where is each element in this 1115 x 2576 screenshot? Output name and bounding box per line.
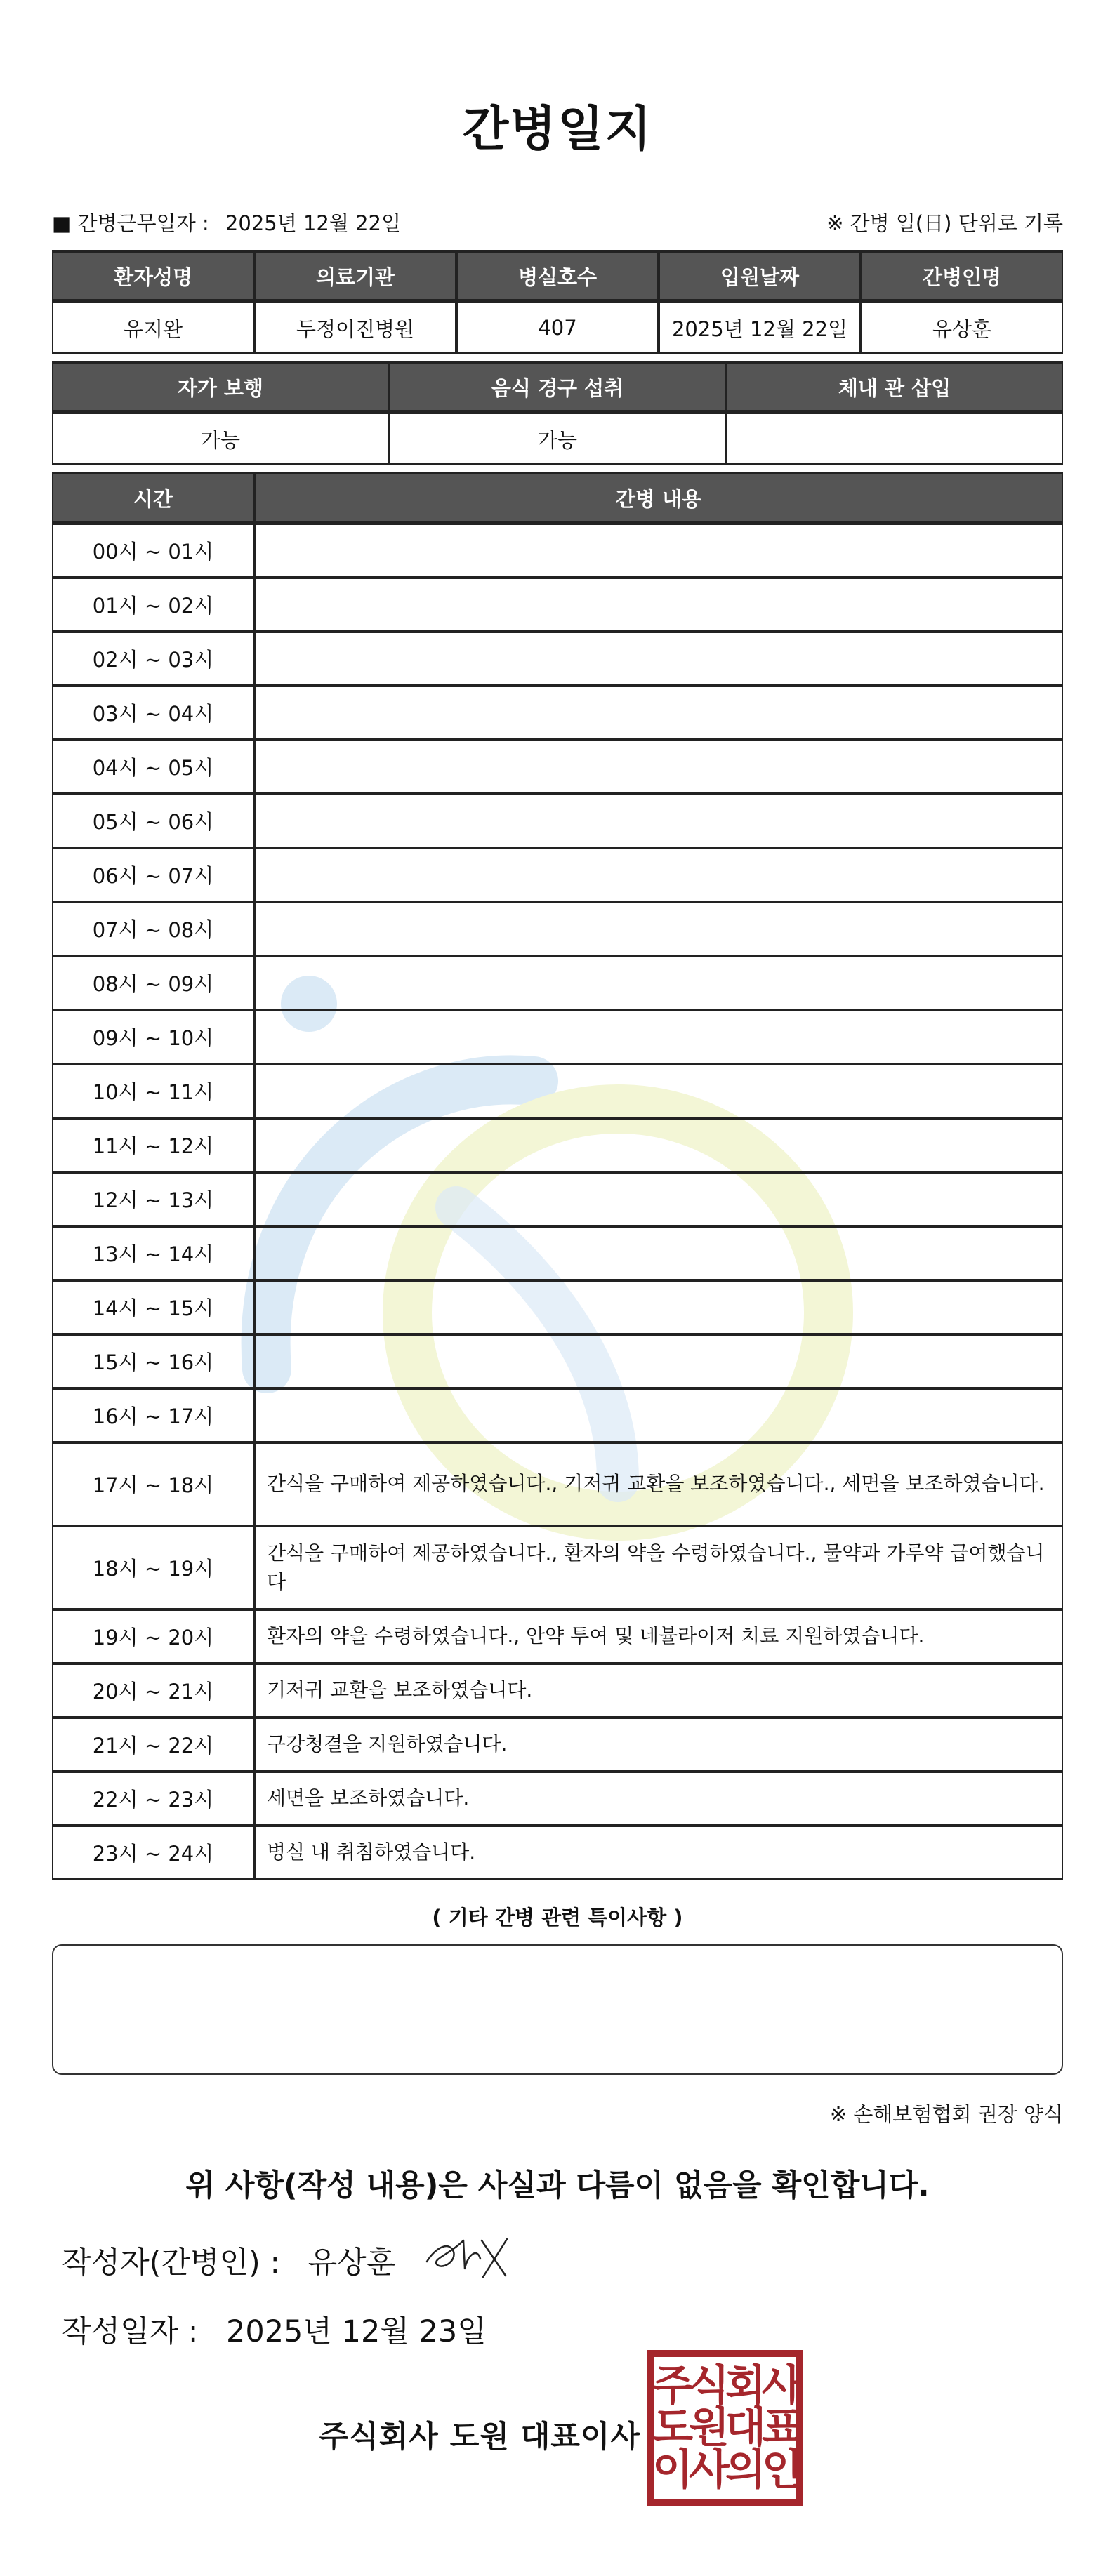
work-date-label: ■ 간병근무일자 :: [52, 211, 209, 235]
seal-row: 이사의인: [652, 2445, 798, 2495]
log-content: 간식을 구매하여 제공하였습니다., 환자의 약을 수령하였습니다., 물약과 가루약 급여했습니다: [254, 1526, 1063, 1609]
header-caregiver-name: 간병인명: [861, 250, 1063, 302]
log-time: 15시 ~ 16시: [52, 1334, 254, 1388]
signature: [421, 2226, 520, 2283]
seal-row: 주식회사: [652, 2361, 798, 2410]
record-note: ※ 간병 일(日) 단위로 기록: [826, 211, 1063, 235]
care-log-header-row: [52, 472, 1063, 524]
log-content: [254, 1010, 1063, 1064]
care-log-row: [52, 1442, 1063, 1526]
care-log-row: [52, 1388, 1063, 1442]
log-time: 20시 ~ 21시: [52, 1664, 254, 1718]
log-time: 02시 ~ 03시: [52, 632, 254, 686]
care-log-row: [52, 1010, 1063, 1064]
log-time: 18시 ~ 19시: [52, 1526, 254, 1609]
work-date-value: 2025년 12월 22일: [225, 211, 402, 235]
log-content: [254, 902, 1063, 956]
log-content: [254, 686, 1063, 740]
care-log-row: [52, 902, 1063, 956]
ability-table: [52, 361, 1063, 465]
header-self-walking: 자가 보행: [52, 361, 389, 413]
oral-intake-value: 가능: [389, 413, 726, 465]
writer-name: 유상훈: [308, 2245, 396, 2280]
patient-info-header-row: [52, 250, 1063, 302]
writer-line: [62, 2239, 395, 2282]
log-time: 00시 ~ 01시: [52, 524, 254, 578]
log-content: [254, 1280, 1063, 1334]
care-log-table: [52, 472, 1063, 1880]
care-log-row: [52, 1609, 1063, 1664]
confirmation-statement: 위 사항(작성 내용)은 사실과 다름이 없음을 확인합니다.: [185, 2168, 930, 2203]
recommend-note: ※ 손해보험협회 권장 양식: [829, 2102, 1063, 2126]
log-time: 12시 ~ 13시: [52, 1172, 254, 1226]
header-admission-date: 입원날짜: [659, 250, 861, 302]
log-time: 14시 ~ 15시: [52, 1280, 254, 1334]
log-time: 03시 ~ 04시: [52, 686, 254, 740]
log-content: [254, 1388, 1063, 1442]
document-title: 간병일지: [462, 102, 653, 157]
care-log-row: [52, 956, 1063, 1010]
log-time: 01시 ~ 02시: [52, 578, 254, 632]
log-time: 06시 ~ 07시: [52, 848, 254, 902]
log-content: 세면을 보조하였습니다.: [254, 1772, 1063, 1826]
log-time: 19시 ~ 20시: [52, 1609, 254, 1664]
log-time: 21시 ~ 22시: [52, 1718, 254, 1772]
admission-date: 2025년 12월 22일: [659, 302, 861, 354]
care-log-row: [52, 1118, 1063, 1172]
header-oral-intake: 음식 경구 섭취: [389, 361, 726, 413]
care-log-row: [52, 848, 1063, 902]
log-time: 08시 ~ 09시: [52, 956, 254, 1010]
log-content: 간식을 구매하여 제공하였습니다., 기저귀 교환을 보조하였습니다., 세면을 보조하였습니다.: [254, 1442, 1063, 1526]
care-log-row: [52, 1664, 1063, 1718]
log-content: [254, 1064, 1063, 1118]
caregiver-name: 유상훈: [861, 302, 1063, 354]
care-log-row: [52, 524, 1063, 578]
care-log-row: [52, 1718, 1063, 1772]
company-seal-stamp: [647, 2350, 803, 2506]
care-log-row: [52, 686, 1063, 740]
log-content: [254, 632, 1063, 686]
log-content: 기저귀 교환을 보조하였습니다.: [254, 1664, 1063, 1718]
log-time: 04시 ~ 05시: [52, 740, 254, 794]
care-log-row: [52, 794, 1063, 848]
writer-label: 작성자(간병인) :: [62, 2245, 280, 2280]
care-log-row: [52, 1772, 1063, 1826]
written-date-line: [62, 2308, 487, 2351]
log-time: 22시 ~ 23시: [52, 1772, 254, 1826]
care-log-row: [52, 1064, 1063, 1118]
self-walking-value: 가능: [52, 413, 389, 465]
patient-name: 유지완: [52, 302, 254, 354]
log-content: [254, 794, 1063, 848]
log-content: [254, 1118, 1063, 1172]
care-log-row: [52, 1172, 1063, 1226]
log-time: 23시 ~ 24시: [52, 1826, 254, 1880]
work-date: [52, 208, 401, 237]
notes-box: [52, 1944, 1063, 2075]
header-patient-name: 환자성명: [52, 250, 254, 302]
care-log-row: [52, 1226, 1063, 1280]
header-hospital: 의료기관: [254, 250, 456, 302]
log-time: 09시 ~ 10시: [52, 1010, 254, 1064]
log-content: [254, 524, 1063, 578]
care-log-row: [52, 1826, 1063, 1880]
header-time: 시간: [52, 472, 254, 524]
care-log-row: [52, 1526, 1063, 1609]
log-time: 17시 ~ 18시: [52, 1442, 254, 1526]
ability-header-row: [52, 361, 1063, 413]
log-time: 16시 ~ 17시: [52, 1388, 254, 1442]
care-log-row: [52, 740, 1063, 794]
care-log-row: [52, 1280, 1063, 1334]
log-content: [254, 956, 1063, 1010]
seal-row: 도원대표: [652, 2403, 798, 2452]
log-time: 10시 ~ 11시: [52, 1064, 254, 1118]
hospital-name: 두정이진병원: [254, 302, 456, 354]
care-log-row: [52, 578, 1063, 632]
log-content: 구강청결을 지원하였습니다.: [254, 1718, 1063, 1772]
notes-content: [53, 1946, 1062, 1968]
care-log-row: [52, 1334, 1063, 1388]
log-time: 11시 ~ 12시: [52, 1118, 254, 1172]
header-tube-insertion: 체내 관 삽입: [726, 361, 1063, 413]
log-content: [254, 848, 1063, 902]
log-content: 환자의 약을 수령하였습니다., 안약 투여 및 네뷸라이저 치료 지원하였습니다.: [254, 1609, 1063, 1664]
company-name: 주식회사 도원 대표이사: [319, 2419, 640, 2455]
written-date-value: 2025년 12월 23일: [225, 2314, 487, 2349]
ability-value-row: [52, 413, 1063, 465]
log-content: [254, 740, 1063, 794]
log-content: [254, 1334, 1063, 1388]
log-content: [254, 578, 1063, 632]
room-number: 407: [456, 302, 659, 354]
log-time: 13시 ~ 14시: [52, 1226, 254, 1280]
log-time: 07시 ~ 08시: [52, 902, 254, 956]
care-log-row: [52, 632, 1063, 686]
header-room: 병실호수: [456, 250, 659, 302]
header-care-content: 간병 내용: [254, 472, 1063, 524]
log-content: [254, 1172, 1063, 1226]
patient-info-value-row: [52, 302, 1063, 354]
log-content: [254, 1226, 1063, 1280]
log-time: 05시 ~ 06시: [52, 794, 254, 848]
written-date-label: 작성일자 :: [62, 2314, 199, 2349]
notes-title: ( 기타 간병 관련 특이사항 ): [432, 1906, 683, 1930]
log-content: 병실 내 취침하였습니다.: [254, 1826, 1063, 1880]
tube-insertion-value: [726, 413, 1063, 465]
patient-info-table: [52, 250, 1063, 354]
